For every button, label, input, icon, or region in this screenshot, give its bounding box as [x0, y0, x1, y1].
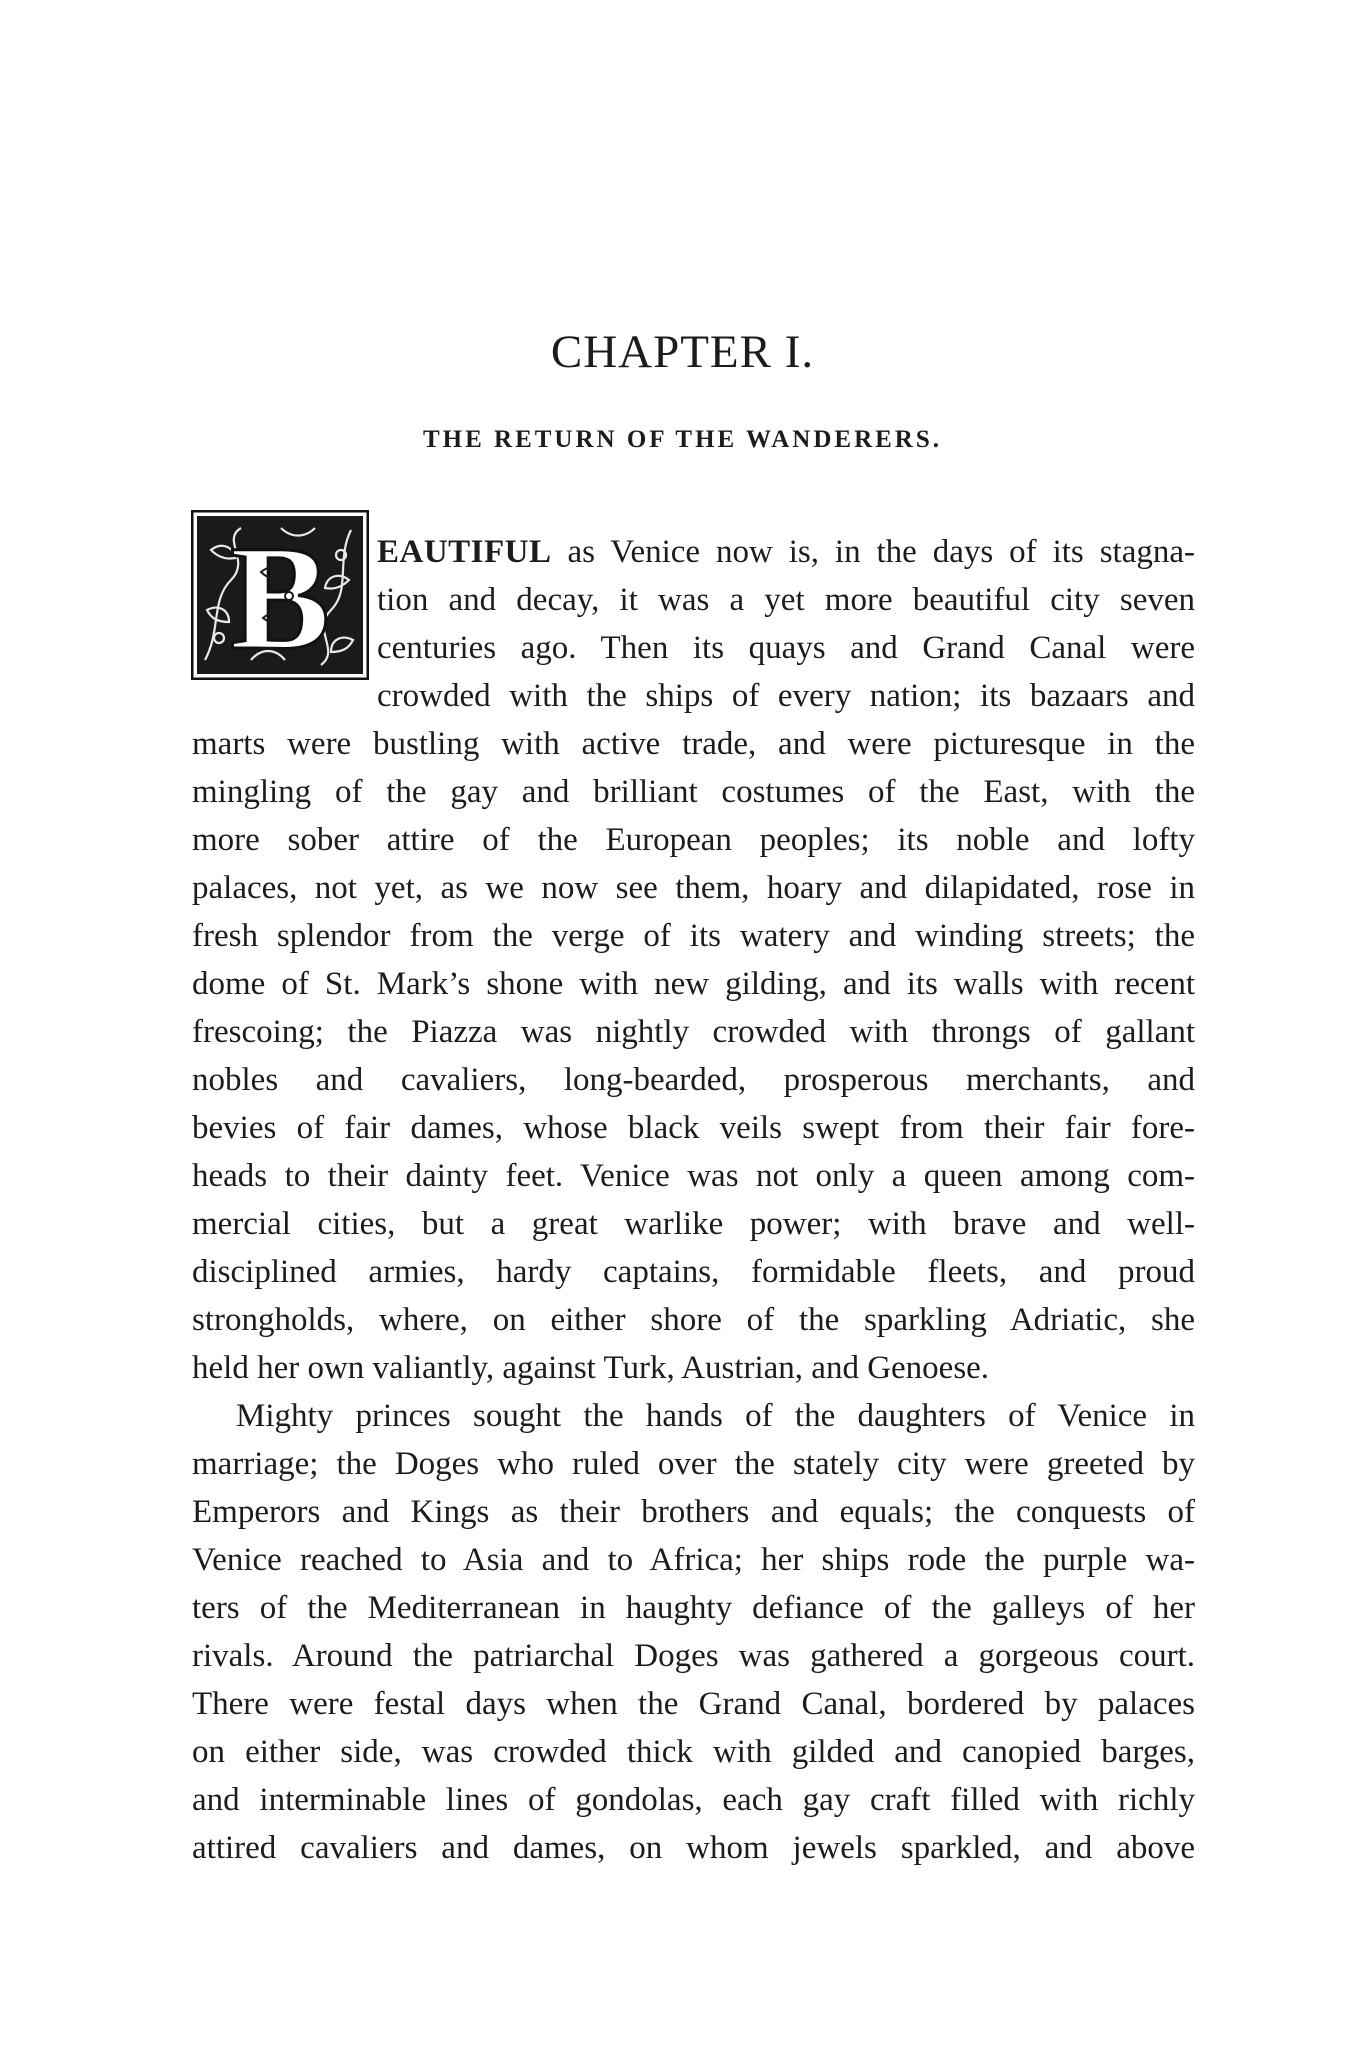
line-text: bevies of fair dames, whose black veils swept from their fair fore- [192, 1110, 1195, 1146]
line-text: marts were bustling with active trade, and were picturesque in the [192, 726, 1195, 762]
line-text: ters of the Mediterranean in haughty defiance of the galleys of her [192, 1590, 1195, 1626]
line-text: nobles and cavaliers, long-bearded, prosperous merchants, and [192, 1062, 1195, 1098]
line-text: heads to their dainty feet. Venice was not only a queen among com- [192, 1158, 1195, 1194]
line-text: tion and decay, it was a yet more beautiful city seven [377, 582, 1195, 618]
text-line [377, 576, 1195, 624]
text-line [192, 1056, 1195, 1104]
text-line [192, 720, 1195, 768]
text-line [192, 1152, 1195, 1200]
line-text: disciplined armies, hardy captains, formidable fleets, and proud [192, 1254, 1195, 1290]
text-line [192, 1584, 1195, 1632]
text-line [192, 1440, 1195, 1488]
text-line [192, 1104, 1195, 1152]
line-text: Venice reached to Asia and to Africa; her ships rode the purple wa- [192, 1542, 1195, 1578]
text-line [377, 624, 1195, 672]
line-text: on either side, was crowded thick with gilded and canopied barges, [192, 1734, 1195, 1770]
line-text: mingling of the gay and brilliant costumes of the East, with the [192, 774, 1195, 810]
text-line [192, 768, 1195, 816]
line-text: and interminable lines of gondolas, each gay craft filled with richly [192, 1782, 1195, 1818]
line-text: Emperors and Kings as their brothers and equals; the conquests of [192, 1494, 1195, 1530]
line-text: There were festal days when the Grand Canal, bordered by palaces [192, 1686, 1195, 1722]
text-line [192, 1728, 1195, 1776]
text-line [192, 1488, 1195, 1536]
text-line [192, 1344, 1195, 1392]
line-text: fresh splendor from the verge of its watery and winding streets; the [192, 918, 1195, 954]
line-text: rivals. Around the patriarchal Doges was gathered a gorgeous court. [192, 1638, 1195, 1674]
text-line [192, 1296, 1195, 1344]
text-line [192, 1824, 1195, 1872]
line-text: attired cavaliers and dames, on whom jewels sparkled, and above [192, 1830, 1195, 1866]
text-line [377, 672, 1195, 720]
line-text: palaces, not yet, as we now see them, hoary and dilapidated, rose in [192, 870, 1195, 906]
line-text: dome of St. Mark’s shone with new gilding, and its walls with recent [192, 966, 1195, 1002]
chapter-title: CHAPTER I. [550, 326, 815, 378]
svg-text:B: B [229, 515, 331, 680]
line-text: crowded with the ships of every nation; its bazaars and [377, 678, 1195, 714]
text-line [192, 1200, 1195, 1248]
text-line [192, 960, 1195, 1008]
text-line [236, 1392, 1195, 1440]
line-text: strongholds, where, on either shore of the sparkling Adriatic, she [192, 1302, 1195, 1338]
line-text: marriage; the Doges who ruled over the stately city were greeted by [192, 1446, 1195, 1482]
text-line [192, 912, 1195, 960]
chapter-subtitle: THE RETURN OF THE WANDERERS. [422, 426, 943, 453]
text-line [192, 1776, 1195, 1824]
line-text: more sober attire of the European peoples; its noble and lofty [192, 822, 1195, 858]
ornamental-dropcap-image [191, 510, 369, 680]
text-line [192, 816, 1195, 864]
text-line [192, 1008, 1195, 1056]
text-line [192, 1680, 1195, 1728]
line-text: Mighty princes sought the hands of the daughters of Venice in [236, 1398, 1195, 1434]
line-text: mercial cities, but a great warlike power; with brave and well- [192, 1206, 1195, 1242]
text-line [192, 864, 1195, 912]
text-line [192, 1536, 1195, 1584]
line-text: centuries ago. Then its quays and Grand Canal were [377, 630, 1195, 666]
lead-word: EAUTIFUL [377, 534, 552, 570]
text-line [192, 1632, 1195, 1680]
text-line [377, 528, 1195, 576]
line-text: as Venice now is, in the days of its stagna- [551, 534, 1195, 570]
line-text: held her own valiantly, against Turk, Austrian, and Genoese. [192, 1350, 990, 1386]
text-line [192, 1248, 1195, 1296]
line-text: frescoing; the Piazza was nightly crowded with throngs of gallant [192, 1014, 1195, 1050]
